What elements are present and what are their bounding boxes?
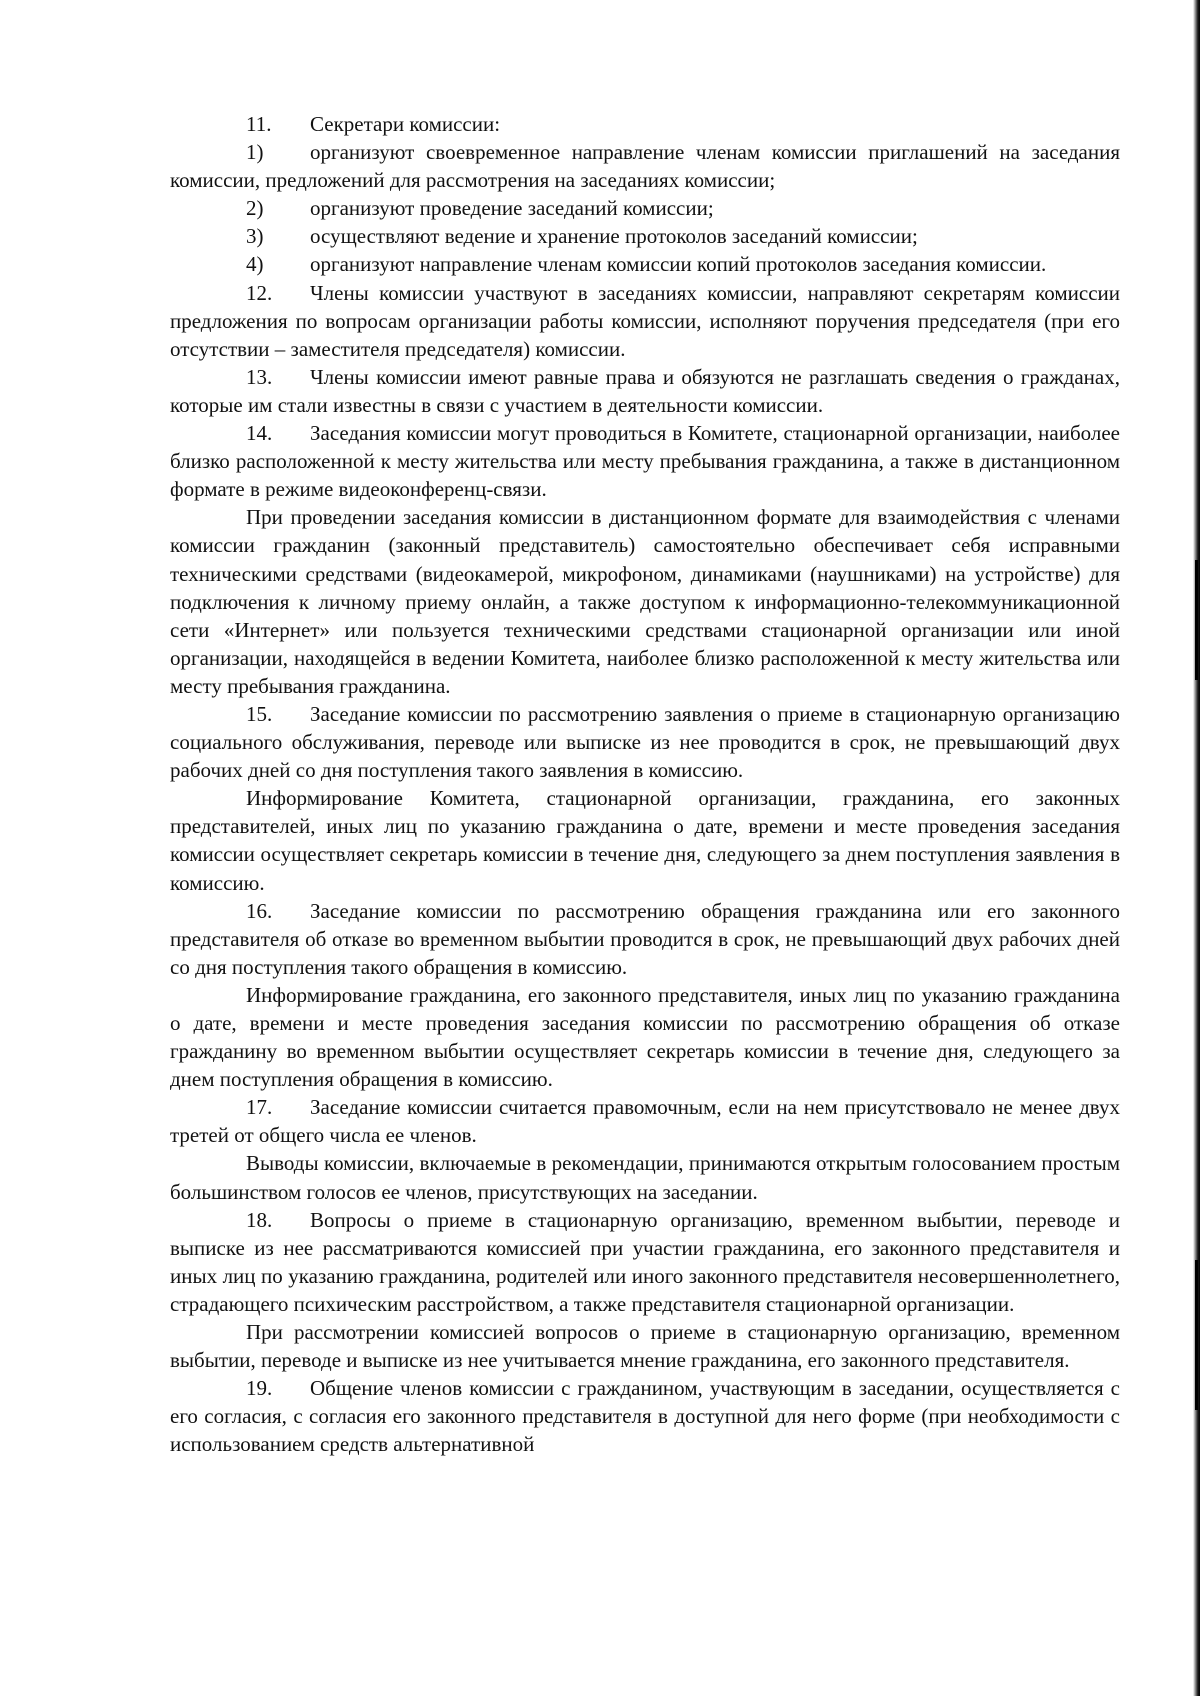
scan-edge-shadow [1193,0,1200,1696]
list-item-2 [170,194,1120,222]
paragraph-17 [170,1093,1120,1149]
paragraph-13 [170,363,1120,419]
paragraph-text: Информирование Комитета, стационарной организации, гражданина, его законных представителей, иных лиц по указанию гражданина о дате, времени и месте проведения заседания комиссии осуществляет секретарь комиссии в течение дня, следующего за днем поступления заявления в комиссию. [170,786,1120,895]
paragraph-number: 14. [246,421,273,446]
paragraph-text: Члены комиссии имеют равные права и обязуются не разглашать сведения о гражданах, которые им стали известны в связи с участием в деятельности комиссии. [170,364,1120,417]
paragraph-text: Секретари комиссии: [310,112,501,136]
paragraph-text: организуют проведение заседаний комиссии; [310,196,714,221]
paragraph-19 [170,1374,1120,1458]
paragraph-text: При рассмотрении комиссией вопросов о приеме в стационарную организацию, временном выбытии, переводе и выписке из нее учитывается мнение гражданина, его законного представителя. [170,1320,1120,1373]
list-item-3 [170,222,1120,250]
paragraph-18-opinion [170,1318,1120,1374]
paragraph-number: 18. [246,1207,273,1232]
paragraph-number: 4) [246,252,264,277]
paragraph-number: 16. [246,898,273,923]
paragraph-text: осуществляют ведение и хранение протоколов заседаний комиссии; [310,224,918,249]
paragraph-text: Члены комиссии участвуют в заседаниях комиссии, направляют секретарям комиссии предложения по вопросам организации работы комиссии, исполняют поручения председателя (при его отсутствии – заместителя председателя) комиссии. [170,280,1120,361]
paragraph-text: Заседание комиссии считается правомочным, если на нем присутствовало не менее двух третей от общего числа ее членов. [170,1095,1120,1148]
paragraph-17-conclusions [170,1149,1120,1205]
paragraph-text: Заседание комиссии по рассмотрению заявления о приеме в стационарную организацию социального обслуживания, переводе или выписке из нее проводится в срок, не превышающий двух рабочих дней со дня поступления такого заявления в комиссию. [170,701,1120,783]
paragraph-number: 11. [246,112,272,136]
paragraph-14-remote [170,503,1120,700]
paragraph-text: Общение членов комиссии с гражданином, участвующим в заседании, осуществляется с его согласия, с согласия его законного представителя в доступной для него форме (при необходимости с использованием средств альтернативной [170,1376,1120,1457]
paragraph-number: 3) [246,224,264,249]
paragraph-16-info [170,981,1120,1093]
paragraph-number: 17. [246,1095,273,1120]
paragraph-18 [170,1206,1120,1318]
paragraph-number: 1) [246,140,264,165]
paragraph-text: организуют своевременное направление членам комиссии приглашений на заседания комиссии, предложений для рассмотрения на заседаниях комиссии; [170,140,1120,193]
paragraph-text: Заседание комиссии по рассмотрению обращения гражданина или его законного представителя об отказе во временном выбытии проводится в срок, не превышающий двух рабочих дней со дня поступления такого обращения в комиссию. [170,898,1120,979]
paragraph-text: организуют направление членам комиссии копий протоколов заседания комиссии. [310,252,1047,277]
paragraph-12 [170,279,1120,363]
paragraph-text: При проведении заседания комиссии в дистанционном формате для взаимодействия с членами комиссии гражданин (законный представитель) самостоятельно обеспечивает себя исправными техническими средствами (видеокамерой, микрофоном, динамиками (наушниками) на устройстве) для подключения к личному приему онлайн, а также доступом к информационно-телекоммуникационной сети «Интернет» или пользуется техническими средствами стационарной организации или иной организации, находящейся в ведении Комитета, наиболее близко расположенной к месту жительства или месту пребывания гражданина. [170,505,1120,698]
list-item-1 [170,138,1120,194]
paragraph-text: Вопросы о приеме в стационарную организацию, временном выбытии, переводе и выписке из нее рассматриваются комиссией при участии гражданина, его законного представителя и иных лиц по указанию гражданина, родителей или иного законного представителя несовершеннолетнего, страдающего психическим расстройством, а также представителя стационарной организации. [170,1207,1120,1316]
paragraph-number: 2) [246,196,264,221]
paragraph-text: Заседания комиссии могут проводиться в Комитете, стационарной организации, наиболее близко расположенной к месту жительства или месту пребывания гражданина, а также в дистанционном формате в режиме видеоконференц-связи. [170,421,1120,502]
list-item-4 [170,250,1120,278]
paragraph-number: 19. [246,1376,273,1401]
paragraph-14 [170,419,1120,503]
paragraph-text: Выводы комиссии, включаемые в рекомендации, принимаются открытым голосованием простым большинством голосов ее членов, присутствующих на заседании. [170,1151,1120,1204]
scan-edge-mark [1195,1260,1198,1410]
paragraph-number: 15. [246,701,273,726]
paragraph-16 [170,897,1120,981]
paragraph-15 [170,700,1120,784]
scan-edge-mark [1195,560,1198,680]
paragraph-15-info [170,784,1120,896]
paragraph-number: 13. [246,364,273,389]
paragraph-11 [170,110,1120,138]
paragraph-number: 12. [246,280,273,305]
paragraph-text: Информирование гражданина, его законного представителя, иных лиц по указанию гражданина о дате, времени и месте проведения заседания комиссии по рассмотрению обращения об отказе гражданину во временном выбытии осуществляет секретарь комиссии в течение дня, следующего за днем поступления обращения в комиссию. [170,982,1120,1092]
document-page [170,110,1120,1459]
